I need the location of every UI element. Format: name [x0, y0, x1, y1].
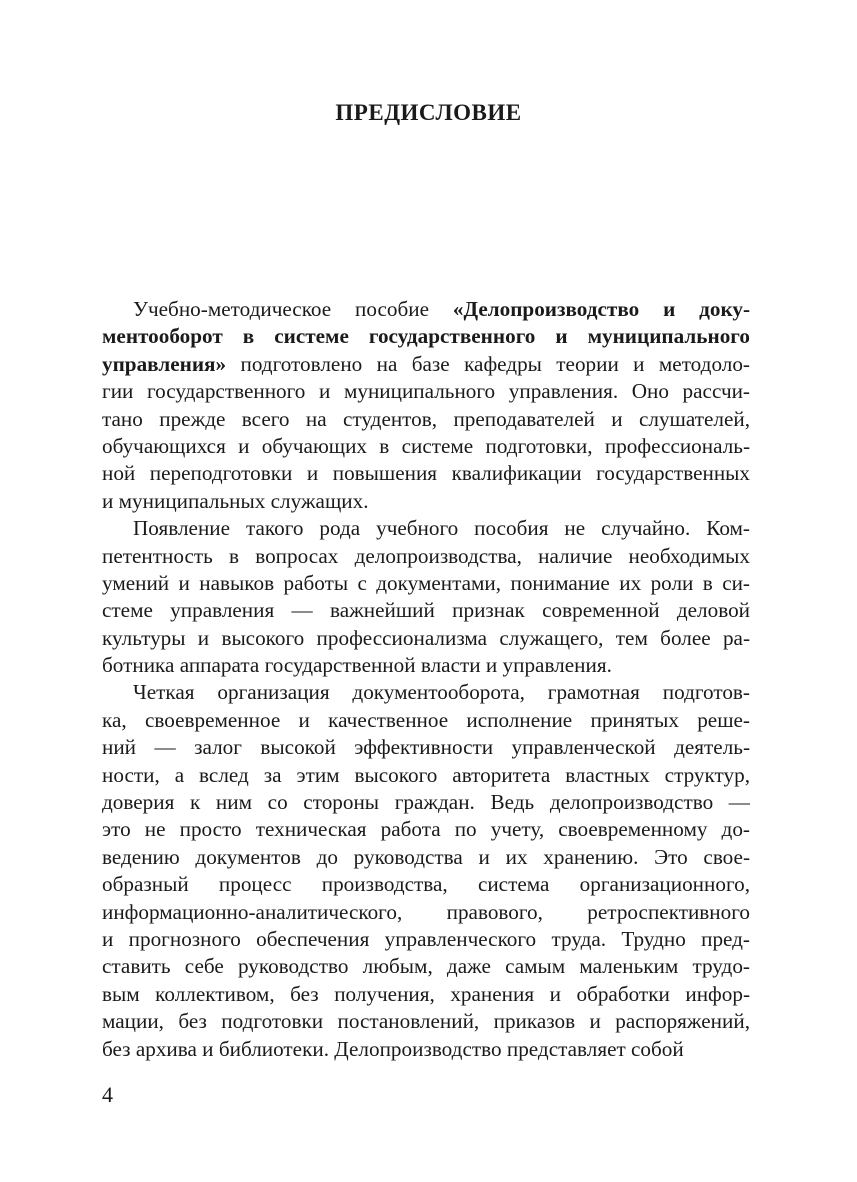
text-run: это не просто техническая работа по учету, своевременному до-	[102, 817, 750, 842]
text-run: образный процесс производства, система организационного,	[102, 872, 750, 897]
text-run: ний — залог высокой эффективности управленческой деятель-	[102, 735, 750, 760]
text-line	[102, 981, 750, 1008]
text-line	[102, 816, 750, 843]
text-line	[102, 378, 750, 405]
text-run: умений и навыков работы с документами, понимание их роли в си-	[102, 570, 750, 595]
text-line	[102, 734, 750, 761]
text-run: петентность в вопросах делопроизводства, наличие необходимых	[102, 543, 750, 568]
bold-text: управления»	[102, 351, 227, 376]
text-line	[102, 844, 750, 871]
text-line	[102, 871, 750, 898]
text-line	[102, 296, 750, 323]
text-run: ка, своевременное и качественное исполнение принятых реше-	[102, 707, 750, 732]
text-line	[102, 625, 750, 652]
text-line	[102, 433, 750, 460]
text-run: и прогнозного обеспечения управленческого труда. Трудно пред-	[102, 926, 750, 951]
text-run: культуры и высокого профессионализма служащего, тем более ра-	[102, 625, 750, 650]
text-line	[102, 953, 750, 980]
text-run: Четкая организация документооборота, грамотная подготов-	[133, 680, 750, 705]
text-line	[102, 762, 750, 789]
text-run: и муниципальных служащих.	[102, 488, 369, 513]
text-line	[102, 488, 750, 515]
text-line	[102, 406, 750, 433]
text-line	[102, 597, 750, 624]
text-run: обучающихся и обучающих в системе подготовки, профессиональ-	[102, 433, 750, 458]
text-line	[102, 515, 750, 542]
text-line	[102, 926, 750, 953]
text-run: ной переподготовки и повышения квалификации государственных	[102, 461, 750, 486]
text-run: вым коллективом, без получения, хранения и обработки инфор-	[102, 981, 750, 1006]
page-number: 4	[102, 1082, 113, 1107]
text-run: без архива и библиотеки. Делопроизводство представляет собой	[102, 1036, 684, 1061]
text-line	[102, 1036, 750, 1063]
text-run: информационно-аналитического, правового, ретроспективного	[102, 899, 750, 924]
text-run: ности, а вслед за этим высокого авторитета властных структур,	[102, 762, 750, 787]
text-line	[102, 460, 750, 487]
text-run: Появление такого рода учебного пособия не случайно. Ком-	[133, 516, 750, 541]
text-line	[102, 1008, 750, 1035]
text-line	[102, 679, 750, 706]
page-title: ПРЕДИСЛОВИЕ	[335, 100, 522, 125]
text-run: гии государственного и муниципального управления. Оно рассчи-	[102, 379, 750, 404]
text-line	[102, 707, 750, 734]
text-run: ведению документов до руководства и их хранению. Это свое-	[102, 844, 750, 869]
text-run: доверия к ним со стороны граждан. Ведь делопроизводство —	[102, 790, 750, 815]
text-line	[102, 323, 750, 350]
text-line	[102, 543, 750, 570]
text-line	[102, 570, 750, 597]
body-text	[102, 296, 750, 1063]
text-run: подготовлено на базе кафедры теории и методоло-	[226, 351, 750, 376]
bold-text: ментооборот в системе государственного и муниципального	[102, 324, 750, 349]
text-line	[102, 351, 750, 378]
text-run: тано прежде всего на студентов, преподавателей и слушателей,	[102, 406, 750, 431]
text-run: ботника аппарата государственной власти и управления.	[102, 653, 612, 678]
bold-text: «Делопроизводство и доку-	[452, 297, 750, 321]
text-line	[102, 789, 750, 816]
text-line	[102, 652, 750, 679]
text-run: мации, без подготовки постановлений, приказов и распоряжений,	[102, 1009, 750, 1034]
text-run: Учебно-методическое пособие	[133, 297, 453, 321]
text-run: стеме управления — важнейший признак современной деловой	[102, 598, 750, 623]
text-run: ставить себе руководство любым, даже самым маленьким трудо-	[102, 954, 750, 979]
text-line	[102, 899, 750, 926]
